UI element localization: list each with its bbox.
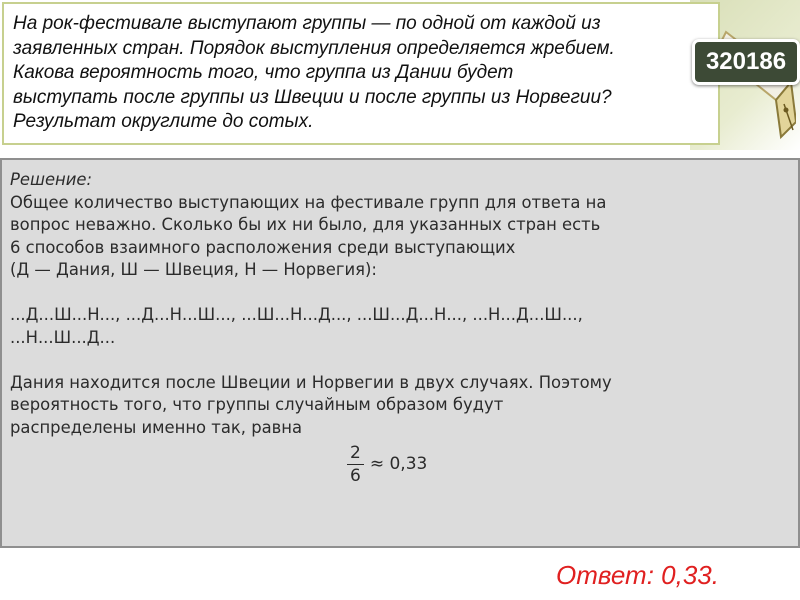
problem-line: На рок-фестивале выступают группы — по одной от каждой из xyxy=(13,13,601,34)
fraction-numerator: 2 xyxy=(350,443,361,463)
arrangements-line: ...Н...Ш...Д... xyxy=(10,327,116,347)
solution-panel xyxy=(0,158,800,548)
solution-text-line: вопрос неважно. Сколько бы их ни было, для указанных стран есть xyxy=(10,215,601,234)
solution-text-line: Дания находится после Швеции и Норвегии в двух случаях. Поэтому xyxy=(10,372,612,392)
solution-text-line: вероятность того, что группы случайным образом будут xyxy=(10,395,504,414)
probability-formula xyxy=(347,443,427,486)
solution-text-line: распределены именно так, равна xyxy=(10,417,303,437)
problem-line: Результат округлите до сотых. xyxy=(13,111,314,132)
solution-heading: Решение: xyxy=(10,170,93,189)
solution-text-line: (Д — Дания, Ш — Швеция, Н — Норвегия): xyxy=(10,260,377,279)
problem-line: заявленных стран. Порядок выступления определяется жребием. xyxy=(13,37,615,59)
answer-text: Ответ: 0,33. xyxy=(556,560,719,590)
problem-line: выступать после группы из Швеции и после группы из Норвегии? xyxy=(13,86,612,108)
solution-text-line: 6 способов взаимного расположения среди выступающих xyxy=(10,237,516,257)
solution-text-line: Общее количество выступающих на фестивале групп для ответа на xyxy=(10,192,607,212)
approx-value: ≈ 0,33 xyxy=(369,454,428,475)
fraction xyxy=(347,443,364,486)
fraction-denominator: 6 xyxy=(347,464,364,486)
problem-statement xyxy=(2,2,720,145)
problem-line: Какова вероятность того, что группа из Дании будет xyxy=(13,62,514,83)
problem-id-badge: 320186 xyxy=(692,39,800,85)
arrangements-line: ...Д...Ш...Н..., ...Д...Н...Ш..., ...Ш...Н...Д..., ...Ш...Д...Н..., ...Н...Д...Ш..., xyxy=(10,305,583,324)
